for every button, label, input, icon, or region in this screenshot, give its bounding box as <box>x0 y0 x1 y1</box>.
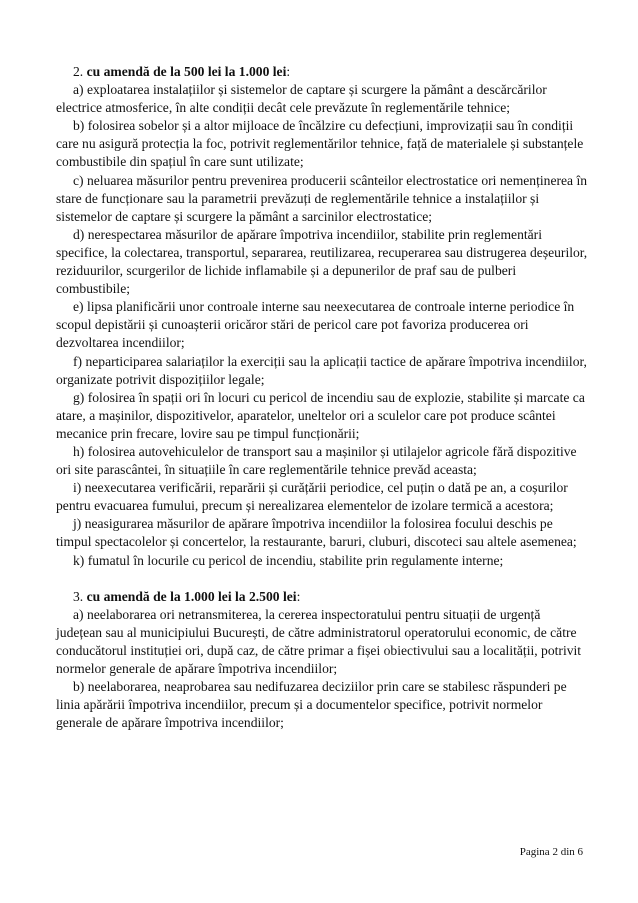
section-2-item-i: i) neexecutarea verificării, reparării și curățării periodice, cel puțin o dată pe an, a coșurilor pentru evacuarea fumului, precum și nerealizarea elementelor de izolare termică a acestora; <box>56 480 568 514</box>
page-number-footer: Pagina 2 din 6 <box>519 846 583 858</box>
section-3-heading <box>56 588 588 606</box>
section-2-item-a: a) exploatarea instalațiilor și sistemelor de captare și scurgere la pământ a descărcărilor electrice atmosferice, în alte condiții decât cele prevăzute în reglementările tehnice; <box>56 82 547 116</box>
section-2-item-f: f) neparticiparea salariaților la exerciții sau la aplicații tactice de apărare împotriva incendiilor, organizate potrivit dispozițiilor legale; <box>56 353 587 387</box>
section-2-colon: : <box>286 64 291 79</box>
section-3-item-a: a) neelaborarea ori netransmiterea, la cererea inspectoratului pentru situații de urgență județean sau al municipiului București, de către administratorul operatorului economic, de către conducătorul instituției ori, după caz, de către primar a fișei obiectivului sau a localității, potrivit normelor generale de apărare împotriva incendiilor; <box>56 606 582 676</box>
section-2-heading <box>56 63 588 81</box>
section-3-item-b: b) neelaborarea, neaprobarea sau nedifuzarea deciziilor prin care se stabilesc răspunderi pe linia apărării împotriva incendiilor, precum și a documentelor specifice, potrivit normelor generale de apărare împotriva incendiilor; <box>56 679 567 731</box>
section-2-number: 2. <box>73 64 84 79</box>
document-body <box>56 63 588 732</box>
section-2-item-g: g) folosirea în spații ori în locuri cu pericol de incendiu sau de explozie, stabilite și marcate ca atare, a mașinilor, dispozitivelor, aparatelor, uneltelor ori a sculelor care pot produce scântei mecanice prin frecare, lovire sau pe timpul funcționării; <box>56 389 585 441</box>
section-2-item-e: e) lipsa planificării unor controale interne sau neexecutarea de controale interne periodice în scopul depistării și cunoașterii oricăror stări de pericol care pot favoriza producerea ori dezvoltarea incendiilor; <box>56 299 575 351</box>
section-2-item-d: d) nerespectarea măsurilor de apărare împotriva incendiilor, stabilite prin reglementări specifice, la colectarea, transportul, separarea, reutilizarea, recuperarea sau distrugerea deșeurilor, reziduurilor, scurgerilor de lichide inflamabile și a depunerilor de praf sau de pulberi combustibile; <box>56 226 588 297</box>
section-2-item-b: b) folosirea sobelor și a altor mijloace de încălzire cu defecțiuni, improvizații sau în condiții care nu asigură protecția la foc, potrivit reglementărilor tehnice, față de materialele și substanțele combustibile din spațiul în care sunt utilizate; <box>56 118 584 170</box>
section-3-colon: : <box>296 588 301 604</box>
section-2-item-j: j) neasigurarea măsurilor de apărare împotriva incendiilor la folosirea focului deschis pe timpul spectacolelor și concertelor, la restaurante, baruri, cluburi, discoteci sau altele asemenea; <box>56 516 577 550</box>
section-2-item-h: h) folosirea autovehiculelor de transport sau a mașinilor și utilajelor agricole fără dispozitive ori site parascântei, în situațiile în care reglementările tehnice prevăd aceasta; <box>56 443 577 478</box>
section-3-title: cu amendă de la 1.000 lei la 2.500 lei <box>86 588 297 604</box>
section-spacer <box>56 570 588 588</box>
section-2-item-c: c) neluarea măsurilor pentru prevenirea producerii scânteilor electrostatice ori nemenținerea în stare de funcționare sau la parametrii prevăzuți de reglementările tehnice a instalațiilor și sistemelor de captare și scurgere la pământ a sarcinilor electrostatice; <box>56 172 588 224</box>
section-2-title: cu amendă de la 500 lei la 1.000 lei <box>86 64 287 79</box>
section-2-item-k: k) fumatul în locurile cu pericol de incendiu, stabilite prin regulamente interne; <box>73 552 504 568</box>
section-3-number: 3. <box>73 588 84 604</box>
